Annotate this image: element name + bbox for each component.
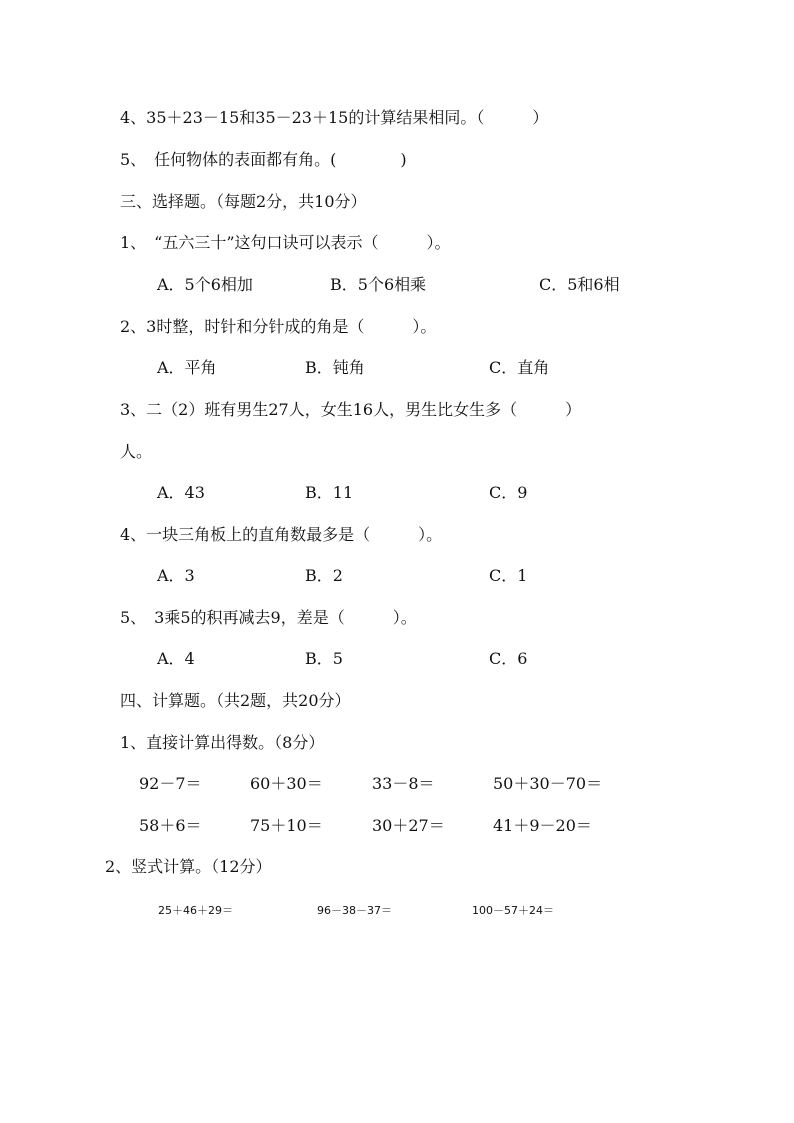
choice-q5-option-a: A．4 xyxy=(157,649,195,668)
choice-q4-option-c: C．1 xyxy=(489,566,528,585)
choice-q4-option-a: A．3 xyxy=(157,566,195,585)
choice-q4-option-b: B．2 xyxy=(305,566,343,585)
choice-question-4: 4、一块三角板上的直角数最多是（ ）。 xyxy=(120,525,443,544)
choice-q2-option-a: A．平角 xyxy=(157,358,217,377)
calc-section-heading: 四、计算题。（共2题，共20分） xyxy=(120,691,351,710)
choice-q2-option-c: C．直角 xyxy=(489,358,550,377)
choice-q3-option-c: C．9 xyxy=(489,483,528,502)
choice-q1-option-a: A．5个6相加 xyxy=(157,275,253,294)
vertical-calc-item: 96－38－37＝ xyxy=(317,904,392,917)
direct-calc-item: 58＋6＝ xyxy=(139,816,202,835)
choice-q5-option-c: C．6 xyxy=(489,649,528,668)
direct-calc-title: 1、直接计算出得数。（8分） xyxy=(120,733,325,752)
direct-calc-item: 75＋10＝ xyxy=(250,816,323,835)
direct-calc-item: 50＋30－70＝ xyxy=(493,774,603,793)
direct-calc-item: 30＋27＝ xyxy=(372,816,445,835)
choice-question-5: 5、 3乘5的积再减去9，差是（ ）。 xyxy=(120,608,417,627)
direct-calc-item: 60＋30＝ xyxy=(250,774,323,793)
choice-q2-option-b: B．钝角 xyxy=(305,358,365,377)
choice-q3-option-b: B．11 xyxy=(305,483,354,502)
vertical-calc-item: 100－57＋24＝ xyxy=(472,904,554,917)
choice-q5-option-b: B．5 xyxy=(305,649,343,668)
choice-question-3: 3、二（2）班有男生27人，女生16人，男生比女生多（ ） xyxy=(120,400,582,419)
judgement-question-5: 5、 任何物体的表面都有角。( ) xyxy=(120,150,407,169)
direct-calc-item: 33－8＝ xyxy=(372,774,435,793)
vertical-calc-item: 25＋46＋29＝ xyxy=(158,904,233,917)
direct-calc-item: 41＋9－20＝ xyxy=(493,816,592,835)
choice-section-heading: 三、选择题。（每题2分，共10分） xyxy=(120,192,367,211)
choice-question-1: 1、 “五六三十”这句口诀可以表示（ ）。 xyxy=(120,233,451,252)
judgement-question-4: 4、35＋23－15和35－23＋15的计算结果相同。（ ） xyxy=(120,108,549,127)
choice-q1-option-c: C．5和6相 xyxy=(539,275,620,294)
choice-q3-option-a: A．43 xyxy=(157,483,205,502)
choice-q1-option-b: B．5个6相乘 xyxy=(330,275,427,294)
choice-question-2: 2、3时整，时针和分针成的角是（ ）。 xyxy=(120,317,437,336)
direct-calc-item: 92－7＝ xyxy=(139,774,202,793)
vertical-calc-title: 2、竖式计算。（12分） xyxy=(105,857,272,876)
choice-question-3-continued: 人。 xyxy=(120,442,153,461)
